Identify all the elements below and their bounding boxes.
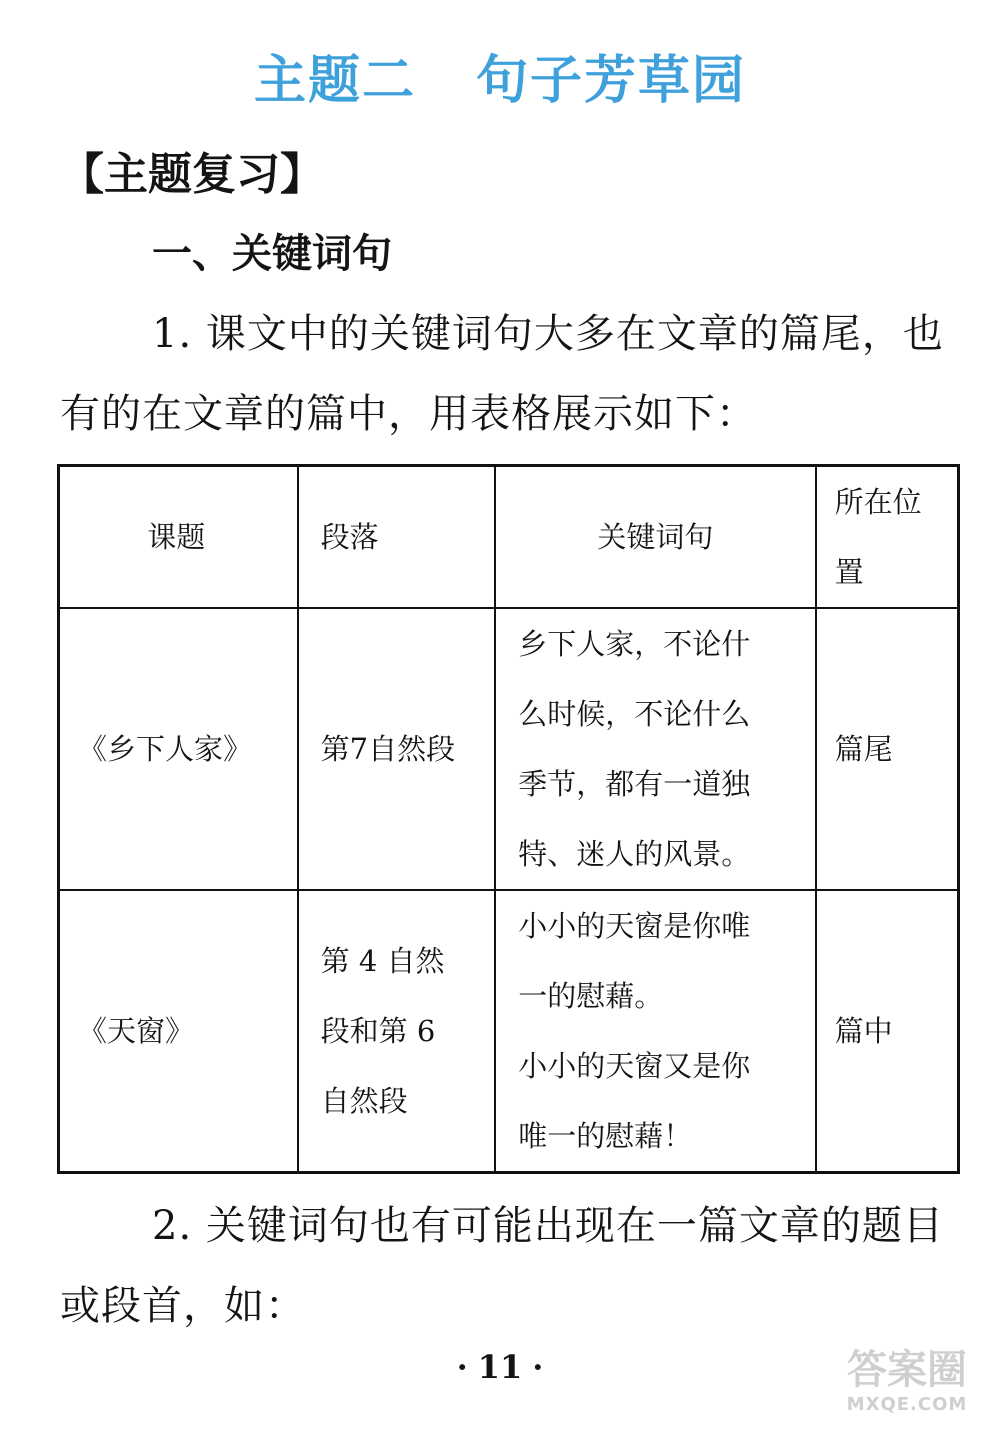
title-part-2: 句子芳草园: [476, 51, 747, 111]
key-sentence-line: 唯一的慰藉！: [518, 1119, 693, 1153]
key-sentence-line: 乡下人家，不论什: [518, 627, 751, 661]
page-number-value: 11: [477, 1348, 523, 1386]
key-sentence-line: 季节，都有一道独: [518, 767, 751, 801]
cell-position: 篇尾: [816, 608, 959, 890]
table-row: [59, 890, 959, 1173]
watermark-text: 答案圈: [847, 1347, 967, 1393]
page-number: · 11 ·: [456, 1348, 544, 1386]
paragraph-2-text: 2. 关键词句也有可能出现在一篇文章的题目或段首，如：: [60, 1203, 944, 1329]
key-sentence-line: 小小的天窗是你唯: [518, 909, 751, 943]
header-cell-paragraph: 段落: [298, 466, 496, 609]
cell-lesson-title: 《乡下人家》: [59, 608, 298, 890]
title-part-1: 主题二: [253, 51, 416, 111]
table-row: [59, 608, 959, 890]
subheading: 一、关键词句: [152, 231, 392, 277]
table-header-row: [59, 466, 959, 609]
header-cell-title: 课题: [59, 466, 298, 609]
watermark-logo: [822, 1346, 992, 1415]
cell-paragraph: [298, 890, 496, 1173]
key-sentence-line: 么时候，不论什么: [518, 697, 751, 731]
watermark-url: MXQE.COM: [846, 1394, 968, 1415]
page-title: [0, 38, 1000, 113]
key-sentences-table: [57, 464, 960, 1174]
paragraph-1-text: 1. 课文中的关键词句大多在文章的篇尾，也有的在文章的篇中，用表格展示如下：: [60, 311, 944, 437]
cell-position: 篇中: [816, 890, 959, 1173]
key-sentence-line: 小小的天窗又是你: [518, 1049, 751, 1083]
paragraph-line: 段和第 6: [320, 1014, 436, 1048]
paragraph-1: [60, 294, 960, 454]
cell-key-sentence: [495, 890, 815, 1173]
header-cell-key-sentence: 关键词句: [495, 466, 815, 609]
cell-paragraph: 第7自然段: [298, 608, 496, 890]
paragraph-2: [60, 1186, 960, 1346]
paragraph-line: 自然段: [320, 1084, 408, 1118]
key-sentence-line: 特、迷人的风景。: [518, 837, 751, 871]
key-sentence-line: 一的慰藉。: [518, 979, 664, 1013]
section-label: 【主题复习】: [60, 149, 324, 200]
cell-lesson-title: 《天窗》: [59, 890, 298, 1173]
cell-key-sentence: [495, 608, 815, 890]
header-cell-position: 所在位置: [816, 466, 959, 609]
paragraph-line: 第 4 自然: [320, 944, 445, 978]
